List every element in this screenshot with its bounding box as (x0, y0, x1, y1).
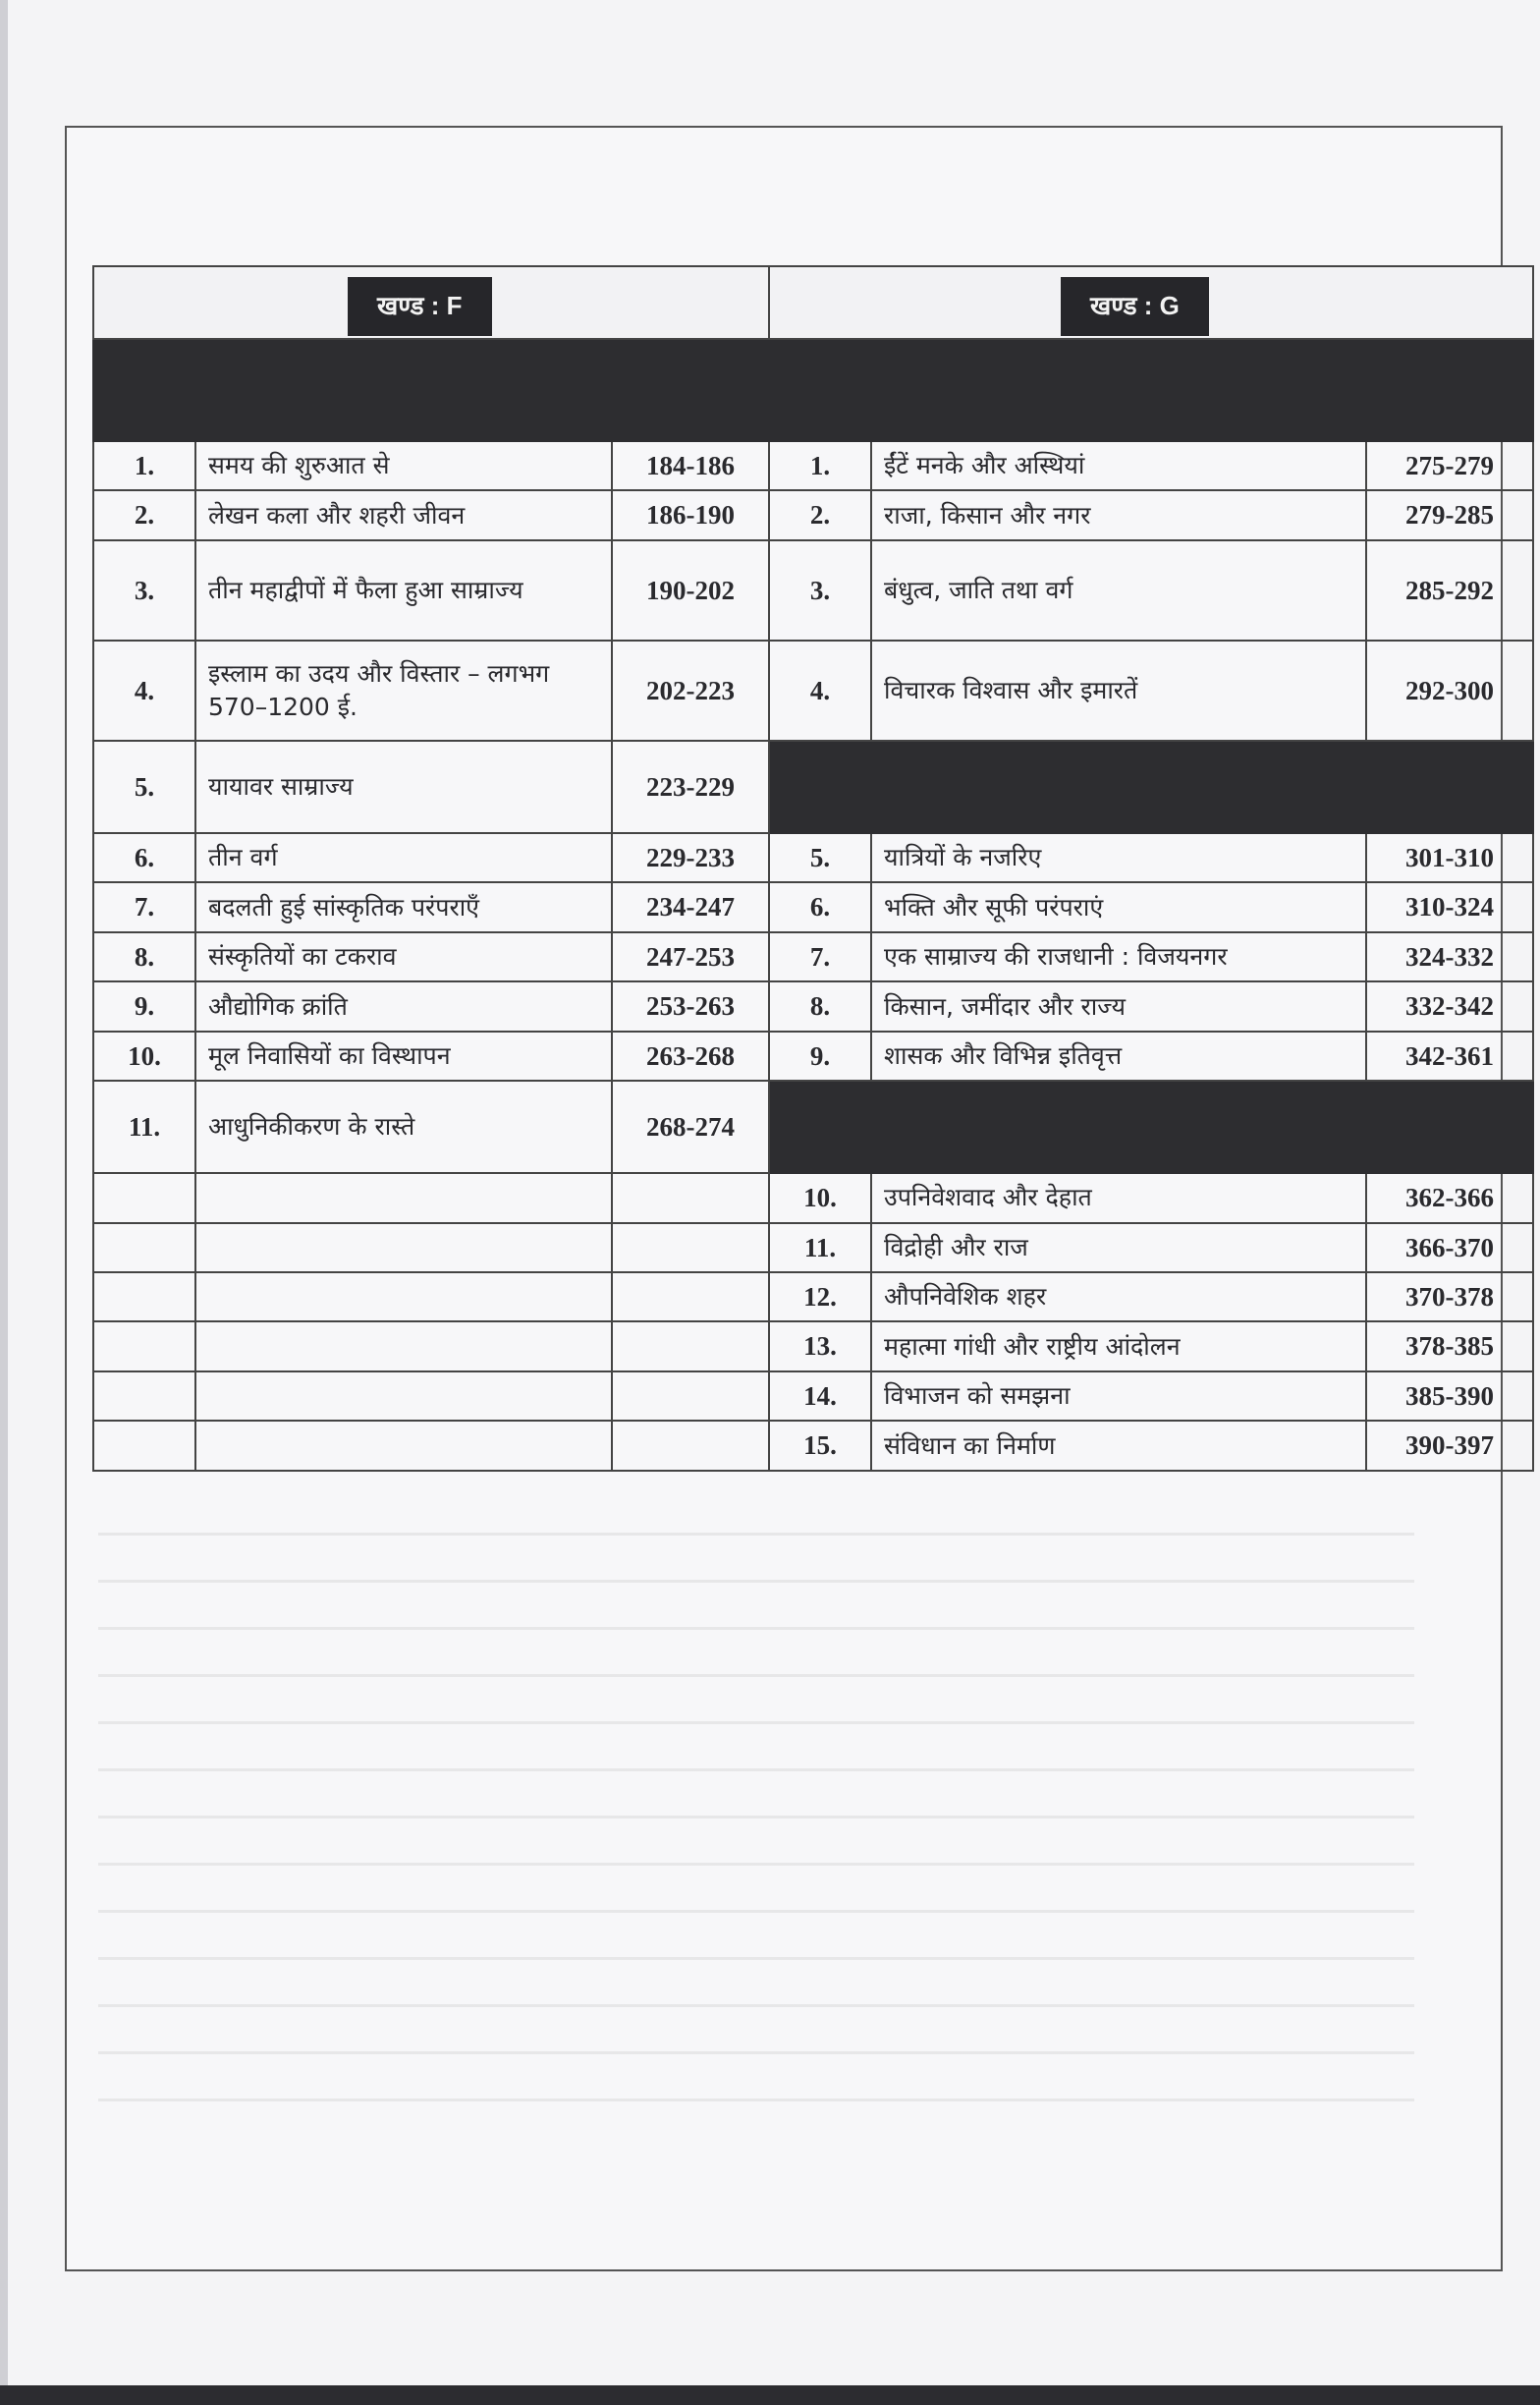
g-chapter-title: महात्मा गांधी और राष्ट्रीय आंदोलन (871, 1321, 1366, 1370)
g-page-range: 310-324 (1366, 882, 1533, 931)
g-chapter-number: 7. (769, 932, 871, 981)
f-chapter-number: 4. (93, 641, 195, 741)
table-row (93, 490, 1533, 539)
g-chapter-number: 13. (769, 1321, 871, 1370)
f-chapter-number: 1. (93, 441, 195, 490)
g-chapter-number: 1. (769, 441, 871, 490)
g-page-range: 332-342 (1366, 981, 1533, 1031)
g-subsection-band (769, 741, 1533, 833)
f-chapter-number: 10. (93, 1032, 195, 1081)
f-chapter-title: बदलती हुई सांस्कृतिक परंपराएँ (195, 882, 612, 931)
g-chapter-number: 15. (769, 1421, 871, 1470)
f-empty-cell (93, 1321, 195, 1370)
g-chapter-number: 12. (769, 1272, 871, 1321)
f-empty-cell (93, 1272, 195, 1321)
table-row (93, 1032, 1533, 1081)
f-chapter-number: 8. (93, 932, 195, 981)
f-empty-cell (612, 1321, 769, 1370)
g-chapter-title: संविधान का निर्माण (871, 1421, 1366, 1470)
section-g-label: खण्ड : G (1061, 277, 1209, 335)
g-page-range: 378-385 (1366, 1321, 1533, 1370)
g-chapter-title: विद्रोही और राज (871, 1223, 1366, 1272)
f-page-range: 202-223 (612, 641, 769, 741)
f-empty-cell (195, 1173, 612, 1222)
table-row (93, 441, 1533, 490)
g-chapter-title: विचारक विश्वास और इमारतें (871, 641, 1366, 741)
section-f-label: खण्ड : F (348, 277, 492, 335)
f-chapter-title: तीन महाद्वीपों में फैला हुआ साम्राज्य (195, 540, 612, 641)
photo-bottom-edge (0, 2385, 1540, 2405)
f-chapter-title: लेखन कला और शहरी जीवन (195, 490, 612, 539)
f-chapter-number: 7. (93, 882, 195, 931)
f-page-range: 268-274 (612, 1081, 769, 1173)
g-chapter-number: 6. (769, 882, 871, 931)
f-chapter-title: औद्योगिक क्रांति (195, 981, 612, 1031)
table-row (93, 981, 1533, 1031)
g-page-range: 362-366 (1366, 1173, 1533, 1222)
table-row (93, 882, 1533, 931)
g-chapter-title: शासक और विभिन्न इतिवृत्त (871, 1032, 1366, 1081)
g-subsection-band (769, 1081, 1533, 1173)
f-chapter-title: संस्कृतियों का टकराव (195, 932, 612, 981)
photo-left-edge (0, 0, 8, 2405)
f-empty-cell (612, 1173, 769, 1222)
table-row (93, 540, 1533, 641)
section-title-band (93, 339, 1533, 441)
g-page-range: 385-390 (1366, 1371, 1533, 1421)
f-chapter-number: 6. (93, 833, 195, 882)
table-row (93, 1173, 1533, 1222)
table-row (93, 1371, 1533, 1421)
f-chapter-number: 11. (93, 1081, 195, 1173)
table-row (93, 641, 1533, 741)
f-empty-cell (195, 1371, 612, 1421)
g-chapter-number: 14. (769, 1371, 871, 1421)
g-chapter-title: राजा, किसान और नगर (871, 490, 1366, 539)
f-chapter-title: मूल निवासियों का विस्थापन (195, 1032, 612, 1081)
f-empty-cell (612, 1272, 769, 1321)
section-f-header (93, 266, 769, 339)
f-empty-cell (93, 1371, 195, 1421)
g-page-range: 292-300 (1366, 641, 1533, 741)
g-chapter-number: 11. (769, 1223, 871, 1272)
f-empty-cell (195, 1223, 612, 1272)
faded-back-page-text (98, 1533, 1414, 2142)
f-page-range: 184-186 (612, 441, 769, 490)
g-page-range: 279-285 (1366, 490, 1533, 539)
f-page-range: 186-190 (612, 490, 769, 539)
g-chapter-title: औपनिवेशिक शहर (871, 1272, 1366, 1321)
f-chapter-title: आधुनिकीकरण के रास्ते (195, 1081, 612, 1173)
g-chapter-number: 2. (769, 490, 871, 539)
f-page-range: 190-202 (612, 540, 769, 641)
dark-title-band (93, 339, 1533, 441)
g-chapter-title: भक्ति और सूफी परंपराएं (871, 882, 1366, 931)
g-page-range: 301-310 (1366, 833, 1533, 882)
f-empty-cell (93, 1173, 195, 1222)
g-chapter-number: 8. (769, 981, 871, 1031)
f-empty-cell (612, 1371, 769, 1421)
table-row (93, 1081, 1533, 1173)
g-chapter-number: 10. (769, 1173, 871, 1222)
table-row (93, 932, 1533, 981)
contents-table (92, 265, 1534, 1472)
f-empty-cell (195, 1321, 612, 1370)
table-row (93, 1223, 1533, 1272)
g-chapter-title: किसान, जमींदार और राज्य (871, 981, 1366, 1031)
f-empty-cell (93, 1421, 195, 1470)
table-row (93, 741, 1533, 833)
f-empty-cell (612, 1421, 769, 1470)
f-page-range: 247-253 (612, 932, 769, 981)
f-chapter-number: 3. (93, 540, 195, 641)
g-chapter-title: यात्रियों के नजरिए (871, 833, 1366, 882)
g-page-range: 366-370 (1366, 1223, 1533, 1272)
g-chapter-title: ईंटें मनके और अस्थियां (871, 441, 1366, 490)
f-chapter-number: 5. (93, 741, 195, 833)
f-chapter-number: 2. (93, 490, 195, 539)
g-page-range: 390-397 (1366, 1421, 1533, 1470)
g-chapter-number: 5. (769, 833, 871, 882)
g-chapter-title: विभाजन को समझना (871, 1371, 1366, 1421)
f-chapter-title: इस्लाम का उदय और विस्तार – लगभग 570–1200 ई. (195, 641, 612, 741)
f-empty-cell (612, 1223, 769, 1272)
g-page-range: 370-378 (1366, 1272, 1533, 1321)
g-page-range: 275-279 (1366, 441, 1533, 490)
g-chapter-title: एक साम्राज्य की राजधानी : विजयनगर (871, 932, 1366, 981)
table-row (93, 1272, 1533, 1321)
g-page-range: 342-361 (1366, 1032, 1533, 1081)
table-row (93, 833, 1533, 882)
f-empty-cell (195, 1272, 612, 1321)
f-empty-cell (93, 1223, 195, 1272)
f-chapter-number: 9. (93, 981, 195, 1031)
f-page-range: 223-229 (612, 741, 769, 833)
f-empty-cell (195, 1421, 612, 1470)
section-g-header (769, 266, 1533, 339)
f-page-range: 263-268 (612, 1032, 769, 1081)
g-chapter-title: उपनिवेशवाद और देहात (871, 1173, 1366, 1222)
table-row (93, 1421, 1533, 1470)
g-page-range: 324-332 (1366, 932, 1533, 981)
f-page-range: 253-263 (612, 981, 769, 1031)
g-chapter-number: 9. (769, 1032, 871, 1081)
g-page-range: 285-292 (1366, 540, 1533, 641)
f-chapter-title: समय की शुरुआत से (195, 441, 612, 490)
section-header-row (93, 266, 1533, 339)
f-chapter-title: तीन वर्ग (195, 833, 612, 882)
f-page-range: 234-247 (612, 882, 769, 931)
g-chapter-title: बंधुत्व, जाति तथा वर्ग (871, 540, 1366, 641)
g-chapter-number: 3. (769, 540, 871, 641)
f-chapter-title: यायावर साम्राज्य (195, 741, 612, 833)
f-page-range: 229-233 (612, 833, 769, 882)
g-chapter-number: 4. (769, 641, 871, 741)
table-row (93, 1321, 1533, 1370)
